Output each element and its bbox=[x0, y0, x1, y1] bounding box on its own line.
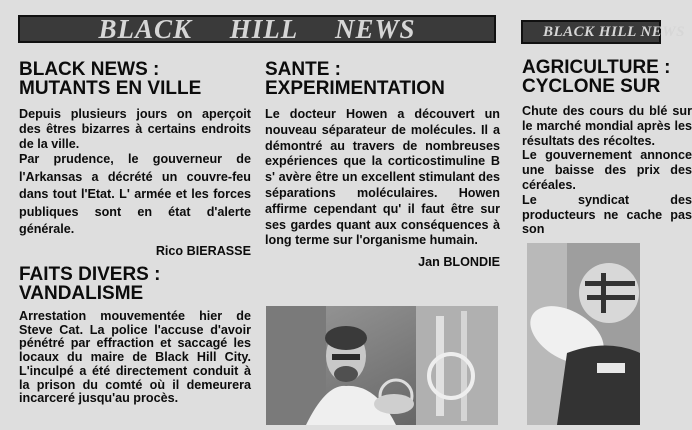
headline-line-1: AGRICULTURE : bbox=[522, 57, 671, 78]
headline-line-1: BLACK NEWS : bbox=[19, 59, 160, 80]
headline-line-2: MUTANTS EN VILLE bbox=[19, 78, 202, 99]
football-player-photo bbox=[527, 243, 640, 425]
article-paragraph: Arrestation mouvementée hier de Steve Cat. La police l'accuse d'avoir pénétré par effraction et saccagé les locaux du maire de Black Hill City. L'inculpé a été directement conduit à la prison du comté où il demeurera incarceré jusqu'au procès. bbox=[19, 309, 251, 406]
article-headline bbox=[19, 265, 251, 303]
article-paragraph: Le docteur Howen a découvert un nouveau séparateur de molécules. Il a démontré au travers de nombreuses expériences que la corticostimuline B s' avère être un excellent stimulant des séparations moléculaires. Howen affirme cependant qu' il faut être sur ses gardes quant aux conséquences à long terme sur l'organisme humain. bbox=[265, 107, 500, 248]
article-paragraph: Le syndicat des producteurs ne cache pas son bbox=[522, 192, 692, 237]
article-paragraph: Le gouvernement annonce une baisse des prix des céréales. bbox=[522, 148, 692, 192]
headline-line-2: EXPERIMENTATION bbox=[265, 78, 445, 99]
headline-line-2: VANDALISME bbox=[19, 283, 144, 304]
doctor-photo bbox=[266, 306, 498, 425]
football-photo-image bbox=[527, 243, 640, 425]
article-black-news bbox=[19, 60, 251, 258]
article-headline bbox=[265, 60, 500, 98]
article-byline: Rico BIERASSE bbox=[155, 244, 251, 259]
article-agriculture bbox=[522, 58, 692, 237]
article-sante bbox=[265, 60, 500, 269]
doctor-photo-image bbox=[266, 306, 498, 425]
masthead-title-right: BLACK HILL NEWS bbox=[543, 23, 685, 40]
masthead-title: BLACK HILL NEWS bbox=[98, 13, 416, 44]
masthead-banner-right bbox=[521, 20, 685, 44]
headline-line-1: SANTE : bbox=[265, 59, 341, 80]
article-paragraph: Depuis plusieurs jours on aperçoit des êtres bizarres à certains endroits de la ville. bbox=[19, 107, 251, 151]
article-paragraph: Par prudence, le gouverneur de l'Arkansas a décrété un couvre-feu dans tout l'Etat. L' armée et les forces publiques sont en état d'alerte générale. bbox=[19, 152, 251, 237]
masthead-banner bbox=[18, 15, 496, 43]
article-headline bbox=[19, 60, 251, 98]
article-faits-divers bbox=[19, 265, 251, 406]
article-headline bbox=[522, 58, 692, 96]
article-paragraph: Chute des cours du blé sur le marché mondial après les résultats des récoltes. bbox=[522, 104, 692, 148]
headline-line-2: CYCLONE SUR bbox=[522, 76, 661, 97]
headline-line-1: FAITS DIVERS : bbox=[19, 264, 161, 285]
article-byline: Jan BLONDIE bbox=[418, 255, 500, 270]
